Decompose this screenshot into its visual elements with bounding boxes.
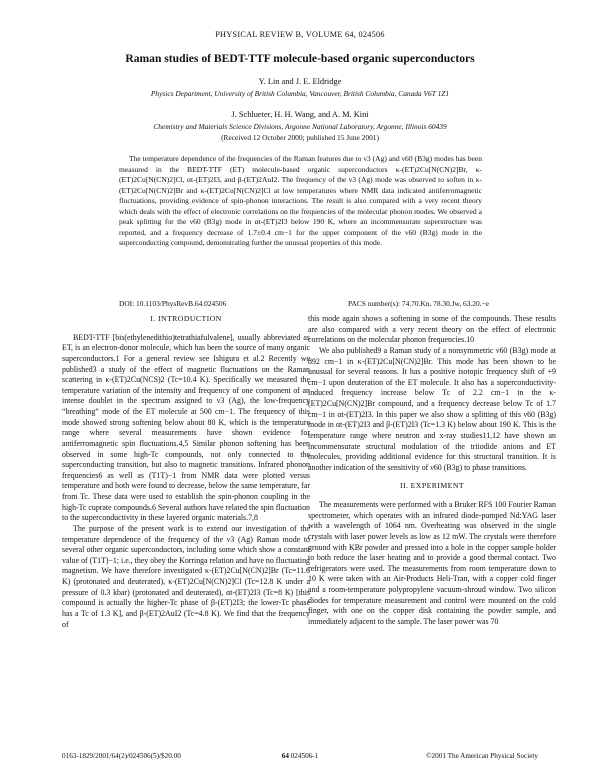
right-column — [308, 314, 556, 628]
abstract-text: The temperature dependence of the frequencies of the Raman features due to ν3 (Ag) and ν60 (B3g) modes has been measured in the BEDT-TTF (ET) molecule-based organic superconductors κ-(ET)2Cu[N(CN)2]Br, κ-(ET)2Cu[N(CN)2]Cl, αt-(ET)2I3, and β-(ET)2AuI2. The frequency of the ν3 (Ag) mode was observed to soften in κ-(ET)2Cu[N(CN)2]Br and κ-(ET)2Cu[N(CN)2]Cl at low temperatures where NMR data indicated antiferromagnetic fluctuations, providing evidence of spin-phonon interactions. The result is also compared with a very recent theory which deals with the effect of electronic correlations on the frequencies of the molecular phonon modes. We observed a peak splitting for the ν60 (B3g) mode in αt-(ET)2I3 below 190 K, where an incommensurate superstructure was reported, and a frequency decrease of 1.7±0.4 cm−1 for the upper component of the ν60 (B3g) mode in the superconducting compound, demonstrating further the unusual properties of this mode. — [119, 154, 482, 248]
intro-paragraph-3: this mode again shows a softening in some of the compounds. These results are also compared with a very recent theory on the effect of electronic correlations on the molecular phonon frequencies.10 — [308, 314, 556, 345]
running-head: PHYSICAL REVIEW B, VOLUME 64, 024506 — [215, 30, 385, 39]
abstract — [119, 154, 482, 249]
intro-paragraph-4: We also published9 a Raman study of a nonsymmetric ν60 (B3g) mode at 892 cm−1 in κ-(ET)2Cu[N(CN)2]Br. This mode has been shown to be unusual for several reasons. It has a positive isotopic frequency shift of +9 cm−1 upon deuteration of the ET molecule. It also has a superconductivity-induced frequency increase below Tc of 2.2 cm−1 in the κ-(ET)2Cu[N(CN)2]Br compound, and a frequency decrease below Tc of 1.7 cm−1 in αt-(ET)2I3. In this paper we also show a splitting of this ν60 (B3g) mode in αt-(ET)2I3 and β-(ET)2I3 (Tc=1.3 K) below about 190 K. This is the temperature range where neutron and x-ray studies11,12 have shown an incommensurate structural modulation of the triiodide anions and ET molecules, providing additional evidence for this structural transition. It is another indication of the sensitivity of ν60 (B3g) to phase transitions. — [308, 345, 556, 472]
experiment-paragraph-1: The measurements were performed with a Bruker RFS 100 Fourier Raman spectrometer, which operates with an infrared diode-pumped Nd:YAG laser with a wavelength of 1064 nm. Overheating was observed in the single crystals with laser power levels as low as 12 mW. The crystals were therefore ground with KBr powder and pressed into a hole in the copper sample holder to both reduce the laser heating and to provide a good thermal contact. Two refrigerators were used. The measurements from room temperature down to 10 K were taken with an Air-Products Heli-Tran, with a copper cold finger and a room-temperature polypropylene vacuum-shroud window. Two silicon diodes for temperature measurement and control were mounted on the cold finger, with one on the copper disk containing the powder sample, and immediately adjacent to the sample. The laser power was 70 — [308, 500, 556, 626]
footer-code: 0163-1829/2001/64(2)/024506(5)/$20.00 — [62, 752, 181, 760]
affiliation-2: Chemistry and Materials Science Divisions, Argonne National Laboratory, Argonne, Illinois 60439 — [153, 122, 447, 131]
affiliation-1: Physics Department, University of British Columbia, Vancouver, British Columbia, Canada V6T 1Z1 — [150, 89, 450, 98]
footer-copyright: ©2001 The American Physical Society — [426, 752, 538, 760]
left-column — [62, 314, 310, 630]
authors-group-1: Y. Lin and J. E. Eldridge — [258, 77, 342, 86]
intro-heading: I. INTRODUCTION — [150, 314, 222, 323]
doi: DOI: 10.1103/PhysRevB.64.024506 — [119, 299, 227, 308]
pacs-numbers: PACS number(s): 74.70.Kn, 78.30.Jw, 63.20.−e — [348, 299, 489, 308]
article-title: Raman studies of BEDT-TTF molecule-based organic superconductors — [125, 52, 475, 65]
intro-paragraph-1: BEDT-TTF [bis(ethylenedithio)tetrathiafulvalene], usually abbreviated as ET, is an electron-donor molecule, which has been the source of many organic superconductors.1 For a general review see Ishigura et al.2 Recently we published3 a study of the effect of magnetic fluctuations on the Raman scattering in κ-(ET)2Cu(NCS)2 (Tc=10.4 K). Specifically we measured the temperature variation of the intensity and frequency of one component of an intense doublet in the spectrum assigned to ν3 (Ag), the low-frequency “breathing” mode of the ET molecule at 500 cm−1. The frequency of this mode showed strong softening below about 80 K, which is the temperature range where several measurements have shown evidence for antiferromagnetic spin fluctuations.4,5 Similar phonon softening has been observed in some high-Tc compounds, not only connected to the superconducting transition, but also to magnetic transitions. Infrared phonon frequencies6 as well as (T1T)−1 from NMR data were plotted versus temperature and both were found to decrease, below the same temperature, far from Tc. These data were used to establish the spin-phonon coupling in the high-Tc cuprate compounds.6 Several authors have related the spin fluctuation to the superconductivity in these layered organic materials.7,8 — [62, 332, 310, 523]
footer-volume: 64 — [281, 752, 289, 760]
intro-paragraph-2: The purpose of the present work is to extend our investigation of the temperature dependence of the frequency of the ν3 (Ag) Raman mode to several other organic superconductors, including some which show a constant value of (T1T)−1; i.e., they obey the Korringa relation and have no fluctuating magnetism. We have therefore investigated κ-(ET)2Cu[N(CN)2]Br (Tc=11.6 K) (protonated and deuterated), κ-(ET)2Cu[N(CN)2]Cl (Tc=12.8 K under a pressure of 0.3 kbar) (protonated and deuterated), αt-(ET)2I3 (Tc=8 K) [this compound is actually the higher-Tc phase of β-(ET)2I3; the lower-Tc phase has a Tc of 1.3 K], and β-(ET)2AuI2 (Tc=4.8 K). We find that the frequency of — [62, 523, 310, 629]
received-date: (Received 12 October 2000; published 15 June 2001) — [221, 133, 379, 142]
authors-group-2: J. Schlueter, H. H. Wang, and A. M. Kini — [231, 110, 369, 119]
section-spacer — [308, 473, 556, 481]
experiment-heading: II. EXPERIMENT — [399, 481, 465, 491]
footer-page-number: 024506-1 — [290, 752, 319, 760]
